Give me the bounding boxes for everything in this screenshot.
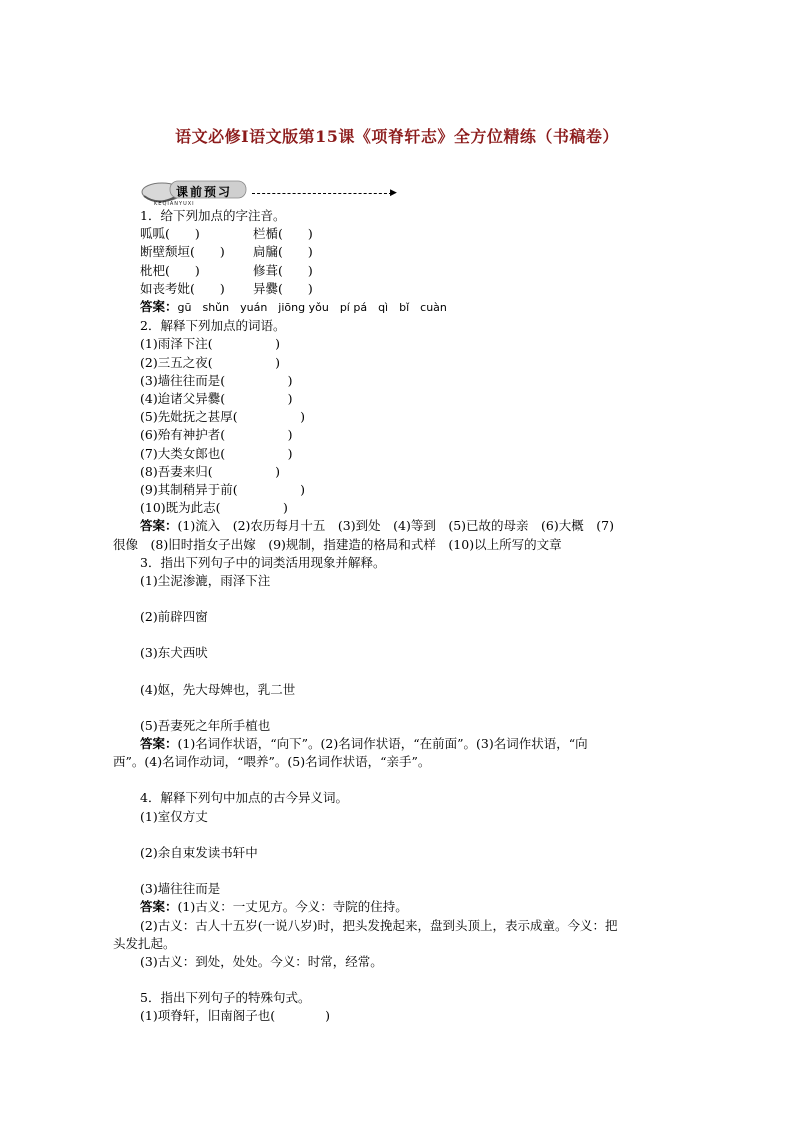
q2-item: (1)雨泽下注( ) <box>140 336 280 352</box>
q1-items <box>113 225 685 298</box>
q2-prompt: 2．解释下列加点的词语。 <box>140 318 286 334</box>
answer-label: 答案： <box>140 518 178 534</box>
q2-item: (7)大类女郎也( ) <box>140 445 293 461</box>
q3-item: (2)前辟四窗 <box>140 609 208 625</box>
q2-item: (8)吾妻来归( ) <box>140 463 280 479</box>
arrow-right-icon: ▶ <box>390 188 397 198</box>
q2-item: (2)三五之夜( ) <box>140 354 280 370</box>
q4-prompt: 4．解释下列句中加点的古今异义词。 <box>140 790 348 806</box>
q3-item: (3)东犬西吠 <box>140 645 208 661</box>
q4-item: (2)余自束发读书轩中 <box>140 844 258 860</box>
banner-label: 课前预习 <box>176 185 233 199</box>
answer-text: (1)流入 (2)农历每月十五 (3)到处 (4)等到 (5)已故的母亲 (6)大概 (7) <box>177 518 614 534</box>
q2-item: (9)其制稍异于前( ) <box>140 482 305 498</box>
answer-label: 答案： <box>140 299 178 315</box>
q1-item: 异爨( ) <box>253 280 313 296</box>
q4-answer-2-cont: 头发扎起。 <box>113 935 176 951</box>
q1-item: 呱呱( ) <box>140 226 200 242</box>
q5-prompt: 5．指出下列句子的特殊句式。 <box>140 990 311 1006</box>
q2-item: (3)墙往往而是( ) <box>140 372 293 388</box>
answer-text: gū shǔn yuán jiōng yǒu pí pá qì bǐ cuàn <box>177 301 447 315</box>
banner-rule <box>252 193 392 194</box>
q2-item: (5)先妣抚之甚厚( ) <box>140 409 305 425</box>
banner-pinyin: KEQIANYUXI <box>154 201 195 207</box>
q3-answer-cont: 西”。(4)名词作动词，“喂养”。(5)名词作状语，“亲手”。 <box>113 754 431 770</box>
q2-answer-cont: 很像 (8)旧时指女子出嫁 (9)规制，指建造的格局和式样 (10)以上所写的文章 <box>113 536 562 552</box>
q2-item: (6)殆有神护者( ) <box>140 427 293 443</box>
page-title: 语文必修Ⅰ语文版第15课《项脊轩志》全方位精练（书稿卷） <box>175 127 619 146</box>
q4-answer <box>113 898 685 916</box>
q1-prompt: 1．给下列加点的字注音。 <box>140 208 286 223</box>
section-banner <box>140 178 402 208</box>
q1-item: 栏楯( ) <box>253 226 313 242</box>
q1-answer <box>113 298 685 317</box>
q3-item: (1)尘泥渗漉，雨泽下注 <box>140 573 271 589</box>
answer-label: 答案： <box>140 736 178 752</box>
q4-item: (1)室仅方丈 <box>140 808 208 824</box>
q5-item: (1)项脊轩，旧南阁子也( ) <box>140 1008 330 1024</box>
content <box>113 207 685 1026</box>
q4-answer-3: (3)古义：到处，处处。今义：时常，经常。 <box>140 953 383 969</box>
q1-item: 断壁颓垣( ) <box>140 244 225 260</box>
q3-item: (5)吾妻死之年所手植也 <box>140 717 271 733</box>
answer-text: (1)名词作状语，“向下”。(2)名词作状语，“在前面”。(3)名词作状语，“向 <box>177 736 588 752</box>
q2-item: (4)迨诸父异爨( ) <box>140 391 293 407</box>
q3-item: (4)妪，先大母婢也，乳二世 <box>140 681 296 697</box>
q1-item: 修葺( ) <box>253 262 313 278</box>
answer-text: (1)古义：一丈见方。今义：寺院的住持。 <box>177 899 408 915</box>
answer-label: 答案： <box>140 899 178 915</box>
q2-answer <box>113 517 685 535</box>
q4-answer-2: (2)古义：古人十五岁(一说八岁)时，把头发挽起来，盘到头顶上，表示成童。今义：把 <box>140 917 618 933</box>
q2-item: (10)既为此志( ) <box>140 500 288 516</box>
q3-prompt: 3．指出下列句子中的词类活用现象并解释。 <box>140 554 386 570</box>
q4-item: (3)墙往往而是 <box>140 881 221 897</box>
q1-item: 扃牖( ) <box>253 244 313 260</box>
q1-item: 如丧考妣( ) <box>140 280 225 296</box>
q3-answer <box>113 735 685 753</box>
q1-item: 枇杷( ) <box>140 262 200 278</box>
